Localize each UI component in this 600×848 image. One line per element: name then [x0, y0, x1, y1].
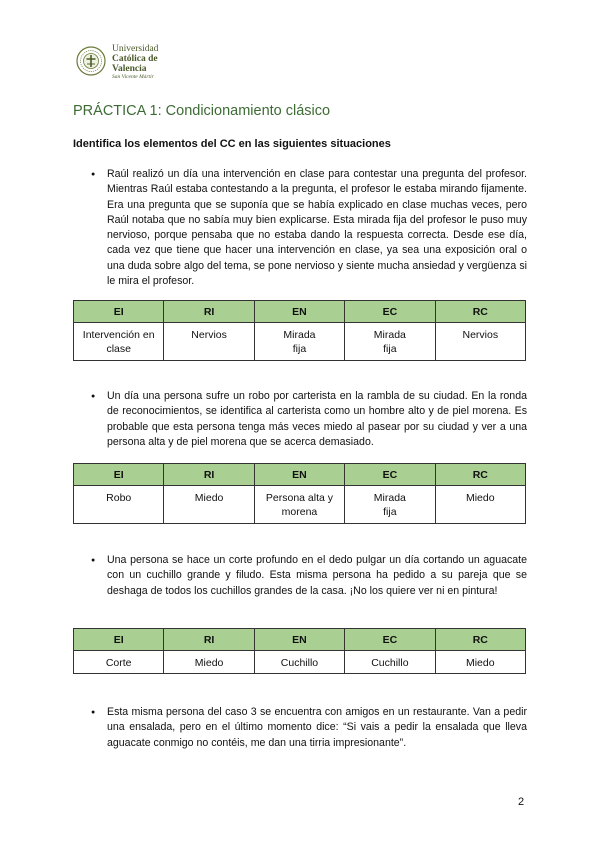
- logo-line-1: Universidad: [112, 44, 159, 54]
- cell-ec-text: Mirada fija: [373, 492, 406, 518]
- header-ei: EI: [74, 629, 164, 651]
- cell-ei: Robo: [74, 486, 164, 524]
- page-number: 2: [518, 796, 525, 808]
- table-header-row: [74, 301, 526, 323]
- cell-ei: Intervención en clase: [74, 323, 164, 361]
- situation-3-table: [73, 628, 526, 674]
- situation-3-text: ● Una persona se hace un corte profundo en el dedo pulgar un día cortando un aguacate con un cuchillo grande y filudo. Esta misma persona ha pedido a su pareja que se deshaga de todos los cuchillos grandes de la casa. ¡No los quiere ver ni en pintura!: [107, 553, 527, 599]
- section-subtitle: Identifica los elementos del CC en las siguientes situaciones: [73, 138, 391, 150]
- cell-ec: [345, 486, 435, 524]
- header-rc: RC: [435, 464, 525, 486]
- logo-line-2: Católica de: [112, 54, 158, 64]
- logo-line-4: San Vicente Mártir: [112, 74, 154, 80]
- header-ri: RI: [164, 629, 254, 651]
- cell-rc: Miedo: [435, 651, 525, 674]
- header-ri: RI: [164, 301, 254, 323]
- cell-en-text: Mirada fija: [283, 329, 316, 355]
- logo-line-3: Valencia: [112, 64, 147, 74]
- header-ei: EI: [74, 301, 164, 323]
- situation-4-text: ● Esta misma persona del caso 3 se encuentra con amigos en un restaurante. Van a pedir una ensalada, pero en el último momento dice: “Si vais a pedir la ensalada que lleva aguacate conmigo no contéis, me dan una tirria impresionante”.: [107, 705, 527, 751]
- cell-ec: Cuchillo: [345, 651, 435, 674]
- cell-ri: Miedo: [164, 651, 254, 674]
- header-ec: EC: [345, 301, 435, 323]
- header-ec: EC: [345, 464, 435, 486]
- header-rc: RC: [435, 629, 525, 651]
- university-logo: [76, 44, 176, 80]
- cell-en: [254, 486, 344, 524]
- header-en: EN: [254, 629, 344, 651]
- table-header-row: [74, 464, 526, 486]
- header-rc: RC: [435, 301, 525, 323]
- header-ei: EI: [74, 464, 164, 486]
- cell-ri: Nervios: [164, 323, 254, 361]
- header-ri: RI: [164, 464, 254, 486]
- cell-ei: Corte: [74, 651, 164, 674]
- situation-1-text: ● Raúl realizó un día una intervención en clase para contestar una pregunta del profesor. Mientras Raúl estaba contestando a la pregunta, el profesor le estaba mirando fijamente. Era una pregunta que se suponía que se había explicado en clase muchas veces, pero Raúl notaba que no sabía muy bien explicarse. Esta mirada fija del profesor le puso muy nervioso, porque pensaba que no estaba dando la respuesta correcta. Desde ese día, cada vez que tiene que hacer una intervención en clase, ya sea una exposición oral o una duda sobre algo del tema, se pone nervioso y siente mucha ansiedad y vergüenza si le mira el profesor.: [107, 167, 527, 289]
- cell-en: [254, 323, 344, 361]
- situation-2-table: [73, 463, 526, 524]
- header-en: EN: [254, 464, 344, 486]
- page-title: PRÁCTICA 1: Condicionamiento clásico: [73, 103, 331, 119]
- table-header-row: [74, 629, 526, 651]
- university-seal-icon: [76, 46, 106, 76]
- situation-2-text: ● Un día una persona sufre un robo por carterista en la rambla de su ciudad. En la ronda de reconocimientos, se identifica al carterista como un hombre alto y de piel morena. Es probable que esta persona tenga más veces miedo al pasear por su ciudad y ver a una persona alta y de piel morena que se acerca demasiado.: [107, 389, 527, 450]
- cell-rc: Miedo: [435, 486, 525, 524]
- header-ec: EC: [345, 629, 435, 651]
- situation-1-table: [73, 300, 526, 361]
- cell-ec: [345, 323, 435, 361]
- cell-ec-text: Mirada fija: [373, 329, 406, 355]
- table-row: [74, 486, 526, 524]
- cell-rc: Nervios: [435, 323, 525, 361]
- cell-ri: Miedo: [164, 486, 254, 524]
- table-row: [74, 323, 526, 361]
- table-row: [74, 651, 526, 674]
- cell-en-text: Persona alta y morena: [265, 492, 334, 518]
- cell-en: Cuchillo: [254, 651, 344, 674]
- header-en: EN: [254, 301, 344, 323]
